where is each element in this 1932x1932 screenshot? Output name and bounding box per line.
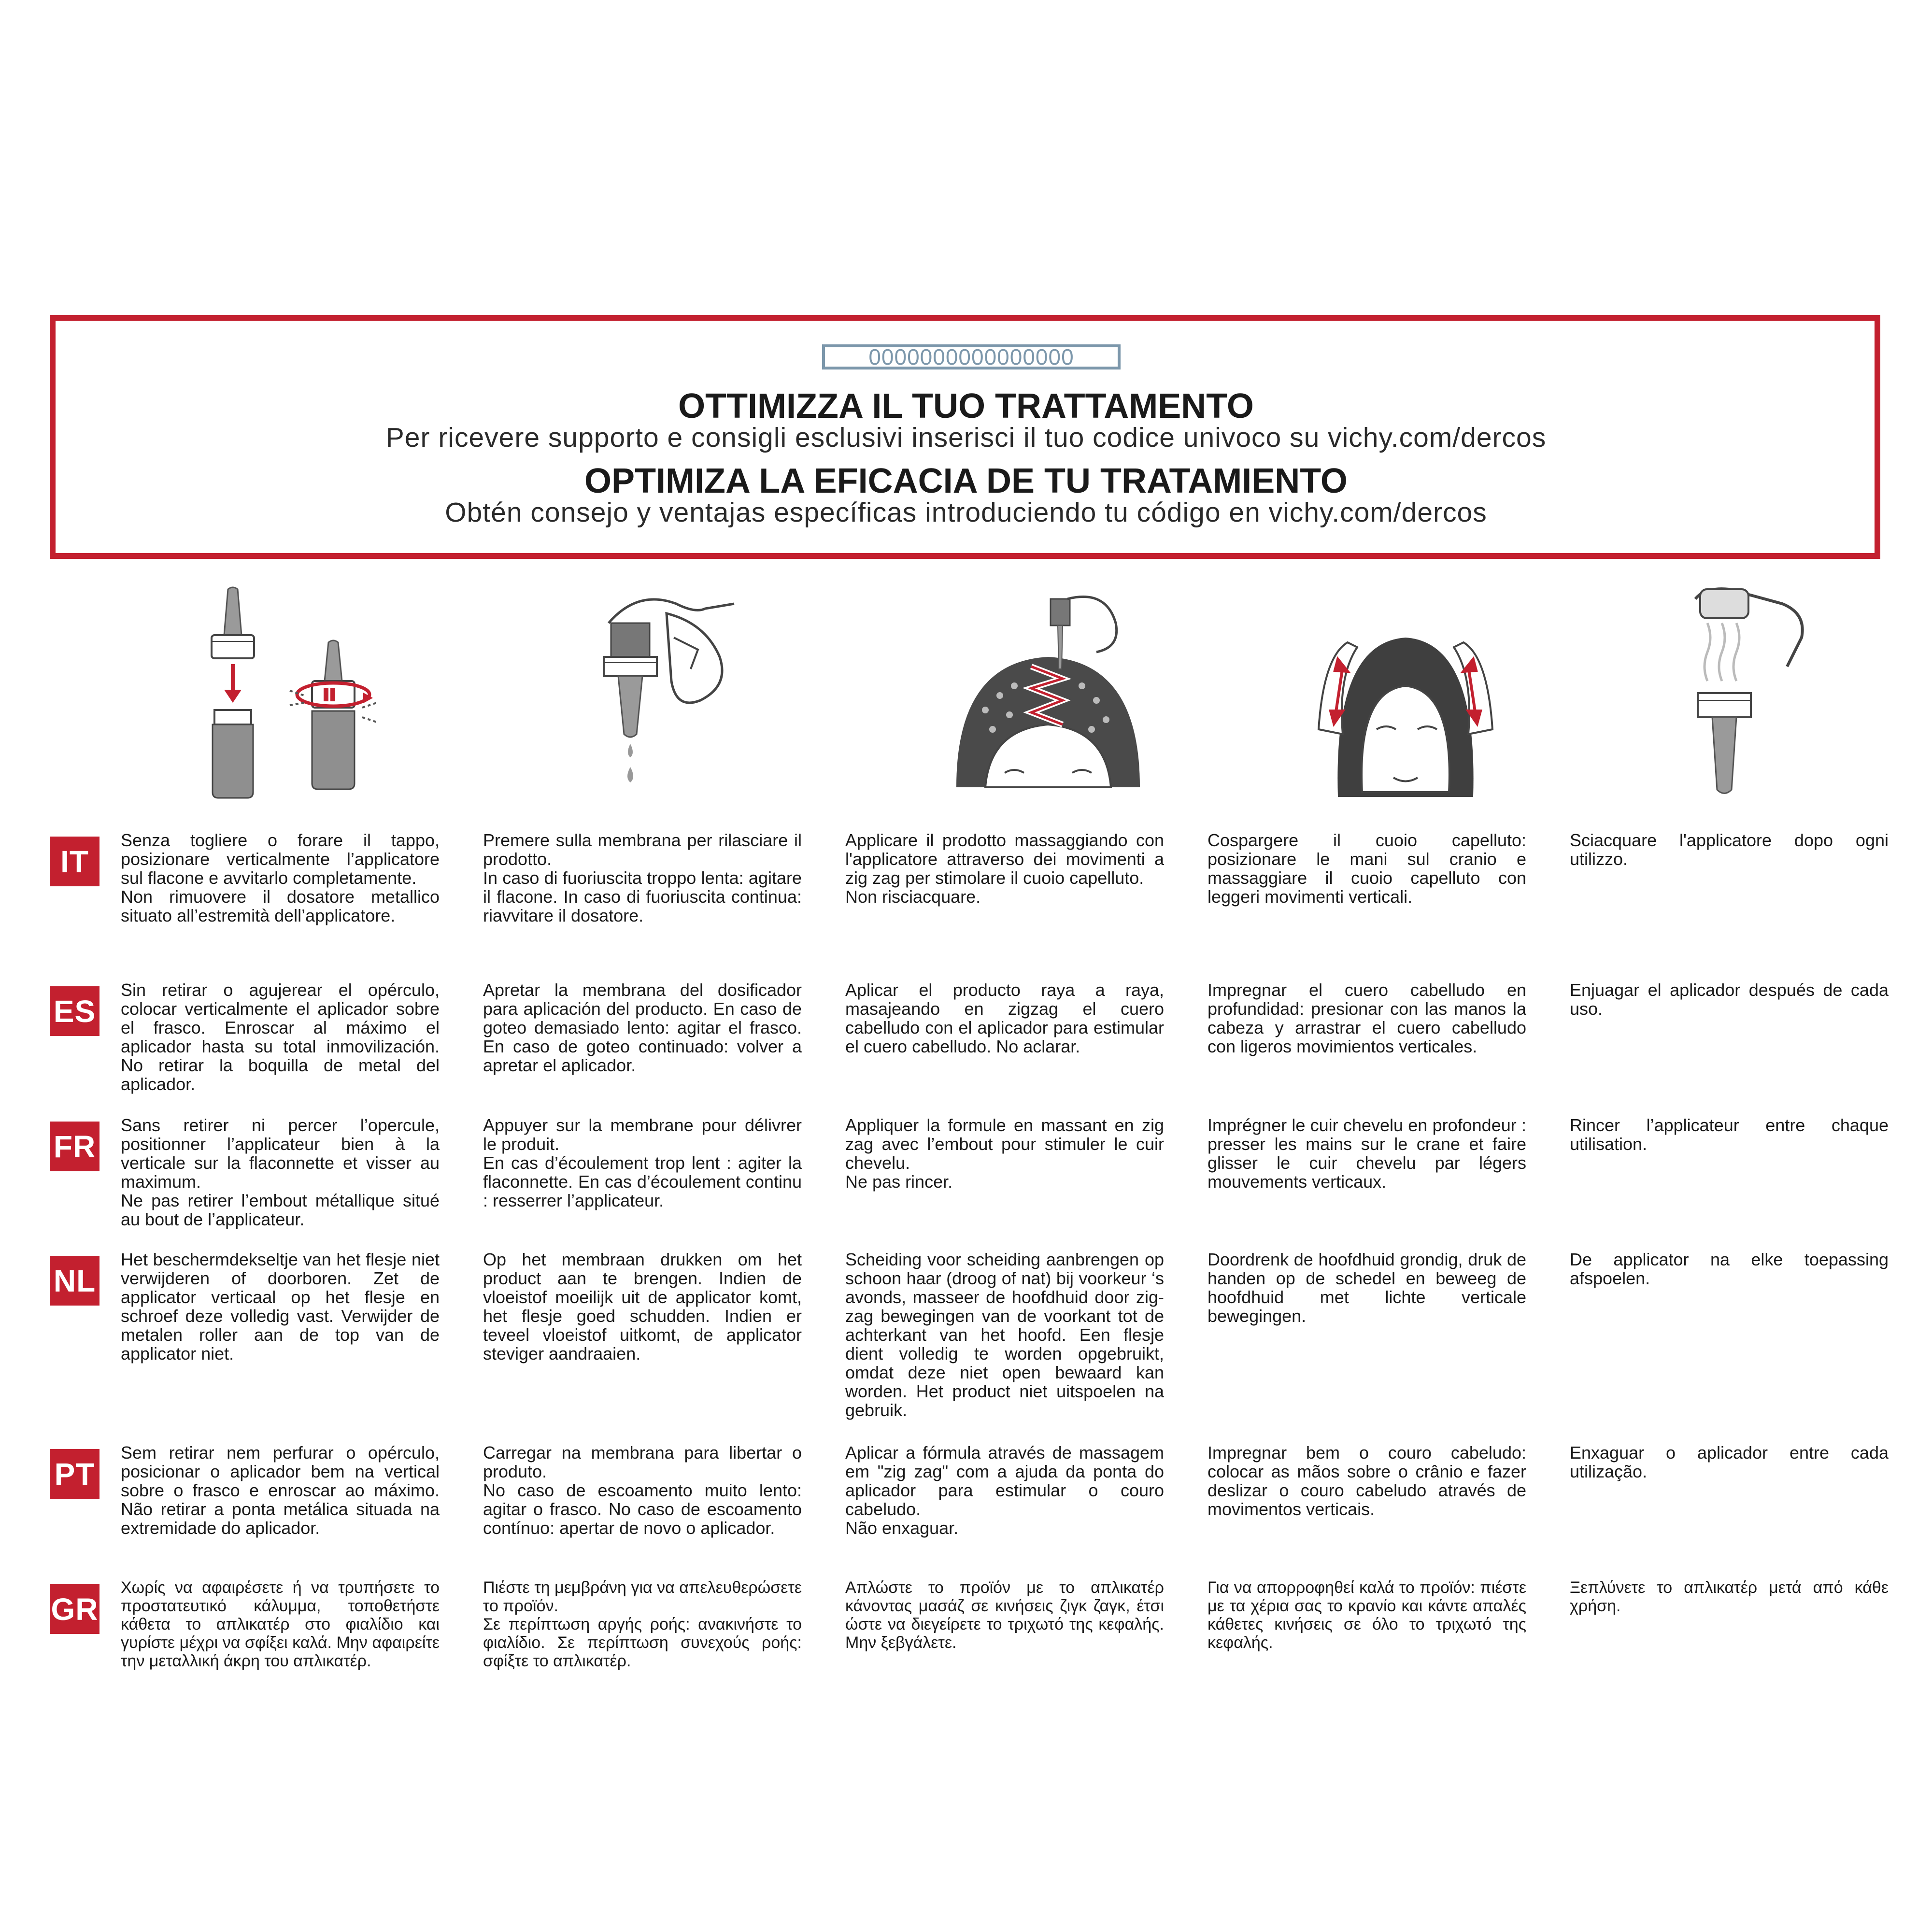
subtitle-it: Per ricevere supporto e consigli esclusivi inserisci il tuo codice univoco su vichy.com/dercos (385, 422, 1547, 453)
instruction-pt-step-3: Aplicar a fórmula através de massagem em "zig zag" com a ajuda da ponta do aplicador para estimular o couro cabeludo. Não enxaguar. (845, 1443, 1164, 1538)
instruction-fr-step-4: Imprégner le cuir chevelu en profondeur : presser les mains sur le crane et faire glisser le cuir chevelu par légers mouvements verticaux. (1208, 1115, 1526, 1192)
press-membrane-icon (589, 584, 792, 802)
head-massage-icon (1304, 584, 1507, 802)
instruction-es-step-2: Apretar la membrana del dosificador para aplicación del producto. En caso de goteo demasiado lento: agitar el frasco. En caso de goteo continuado: volver a apretar el aplicador. (483, 980, 802, 1075)
title-it: OTTIMIZZA IL TUO TRATTAMENTO (678, 387, 1254, 426)
lang-badge-es: ES (50, 986, 99, 1036)
instruction-nl-step-2: Op het membraan drukken om het product aan te brengen. Indien de vloeistof moeilijk uit de applicator komt, het flesje goed schudden. Indien er teveel vloeistof uitkomt, de applicator steviger aandraaien. (483, 1250, 802, 1364)
instruction-nl-step-5: De applicator na elke toepassing afspoelen. (1570, 1250, 1889, 1288)
lang-badge-gr: GR (50, 1584, 99, 1634)
instruction-gr-step-2: Πιέστε τη μεμβράνη για να απελευθερώσετε το προϊόν. Σε περίπτωση αργής ροής: ανακινήστε το φιαλίδιο. Σε περίπτωση συνεχούς ροής: σφίξτε το απλικατέρ. (483, 1578, 802, 1670)
lang-badge-nl: NL (50, 1256, 99, 1306)
instruction-it-step-3: Applicare il prodotto massaggiando con l'applicatore attraverso dei movimenti a zig zag per stimolare il cuoio capelluto. Non risciacquare. (845, 830, 1164, 907)
lang-badge-fr: FR (50, 1122, 99, 1171)
instruction-nl-step-4: Doordrenk de hoofdhuid grondig, druk de handen op de schedel en beweeg de hoofdhuid met lichte verticale bewegingen. (1208, 1250, 1526, 1326)
subtitle-es: Obtén consejo y ventajas específicas introduciendo tu código en vichy.com/dercos (445, 497, 1487, 528)
instruction-pt-step-2: Carregar na membrana para libertar o produto. No caso de escoamento muito lento: agitar o frasco. No caso de escoamento contínuo: apertar de novo o aplicador. (483, 1443, 802, 1538)
instruction-nl-step-1: Het beschermdekseltje van het flesje niet verwijderen of doorboren. Zet de applicator verticaal op het flesje en schroef deze volledig vast. Verwijder de metalen roller aan de top van de applicator niet. (121, 1250, 440, 1364)
instruction-nl-step-3: Scheiding voor scheiding aanbrengen op schoon haar (droog of nat) bij voorkeur ‘s avonds, masseer de hoofdhuid door zig-zag bewegingen van de voorkant tot de achterkant van het hoofd. Een flesje dient volledig te worden opgebruikt, omdat deze niet open bewaard kan worden. Het product niet uitspoelen na gebruik. (845, 1250, 1164, 1420)
instruction-pt-step-1: Sem retirar nem perfurar o opérculo, posicionar o aplicador bem na vertical sobre o frasco e enroscar ao máximo. Não retirar a ponta metálica situada na extremidade do aplicador. (121, 1443, 440, 1538)
unique-code: 0000000000000000 (868, 344, 1074, 369)
applicator-screw-icon (184, 584, 386, 802)
instruction-es-step-3: Aplicar el producto raya a raya, masajeando en zigzag el cuero cabelludo con el aplicador para estimular el cuero cabelludo. No aclarar. (845, 980, 1164, 1056)
instruction-fr-step-2: Appuyer sur la membrane pour délivrer le produit. En cas d’écoulement trop lent : agiter la flaconnette. En cas d’écoulement continu : resserrer l’applicateur. (483, 1115, 802, 1210)
instruction-es-step-1: Sin retirar o agujerear el opérculo, colocar verticalmente el aplicador sobre el frasco. Enroscar al máximo el aplicador hasta su total inmovilización. No retirar la boquilla de metal del aplicador. (121, 980, 440, 1094)
instruction-pt-step-5: Enxaguar o aplicador entre cada utilização. (1570, 1443, 1889, 1481)
instruction-it-step-2: Premere sulla membrana per rilasciare il prodotto. In caso di fuoriuscita troppo lenta: agitare il flacone. In caso di fuoriuscita continua: riavvitare il dosatore. (483, 830, 802, 925)
instruction-gr-step-3: Απλώστε το προϊόν με το απλικατέρ κάνοντας μασάζ σε κινήσεις ζιγκ ζαγκ, έτσι ώστε να διεγείρετε το τριχωτό της κεφαλής. Μην ξεβγάλετε. (845, 1578, 1164, 1652)
instruction-gr-step-1: Χωρίς να αφαιρέσετε ή να τρυπήσετε το προστατευτικό κάλυμμα, τοποθετήστε κάθετα το απλικατέρ στο φιαλίδιο και γυρίστε μέχρι να σφίξει καλά. Μην αφαιρείτε την μεταλλική άκρη του απλικατέρ. (121, 1578, 440, 1670)
instruction-es-step-5: Enjuagar el aplicador después de cada uso. (1570, 980, 1889, 1019)
instruction-it-step-4: Cospargere il cuoio capelluto: posizionare le mani sul cranio e massaggiare il cuoio capelluto con leggeri movimenti verticali. (1208, 830, 1526, 907)
instruction-fr-step-5: Rincer l’applicateur entre chaque utilisation. (1570, 1115, 1889, 1154)
lang-badge-it: IT (50, 837, 99, 886)
title-es: OPTIMIZA LA EFICACIA DE TU TRATAMIENTO (584, 462, 1348, 500)
instruction-es-step-4: Impregnar el cuero cabelludo en profundidad: presionar con las manos la cabeza y arrastrar el cuero cabelludo con ligeros movimientos verticales. (1208, 980, 1526, 1056)
rinse-applicator-icon (1662, 584, 1864, 802)
zigzag-massage-icon (947, 584, 1150, 802)
lang-badge-pt: PT (50, 1449, 99, 1499)
instruction-fr-step-3: Appliquer la formule en massant en zig zag avec l’embout pour stimuler le cuir chevelu. Ne pas rincer. (845, 1115, 1164, 1192)
instruction-it-step-5: Sciacquare l'applicatore dopo ogni utilizzo. (1570, 830, 1889, 869)
instruction-pt-step-4: Impregnar bem o couro cabeludo: colocar as mãos sobre o crânio e fazer deslizar o couro cabeludo através de movimentos verticais. (1208, 1443, 1526, 1519)
instruction-fr-step-1: Sans retirer ni percer l’opercule, positionner l’applicateur bien à la verticale sur la flaconnette et visser au maximum. Ne pas retirer l’embout métallique situé au bout de l’applicateur. (121, 1115, 440, 1229)
instruction-gr-step-5: Ξεπλύνετε το απλικατέρ μετά από κάθε χρήση. (1570, 1578, 1889, 1615)
unique-code-field (822, 344, 1121, 369)
instruction-it-step-1: Senza togliere o forare il tappo, posizionare verticalmente l’applicatore sul flacone e avvitarlo completamente. Non rimuovere il dosatore metallico situato all’estremità dell’applicatore. (121, 830, 440, 925)
instruction-gr-step-4: Για να απορροφηθεί καλά το προϊόν: πιέστε με τα χέρια σας το κρανίο και κάντε απαλές κάθετες κινήσεις σε όλο το τριχωτό της κεφαλής. (1208, 1578, 1526, 1652)
